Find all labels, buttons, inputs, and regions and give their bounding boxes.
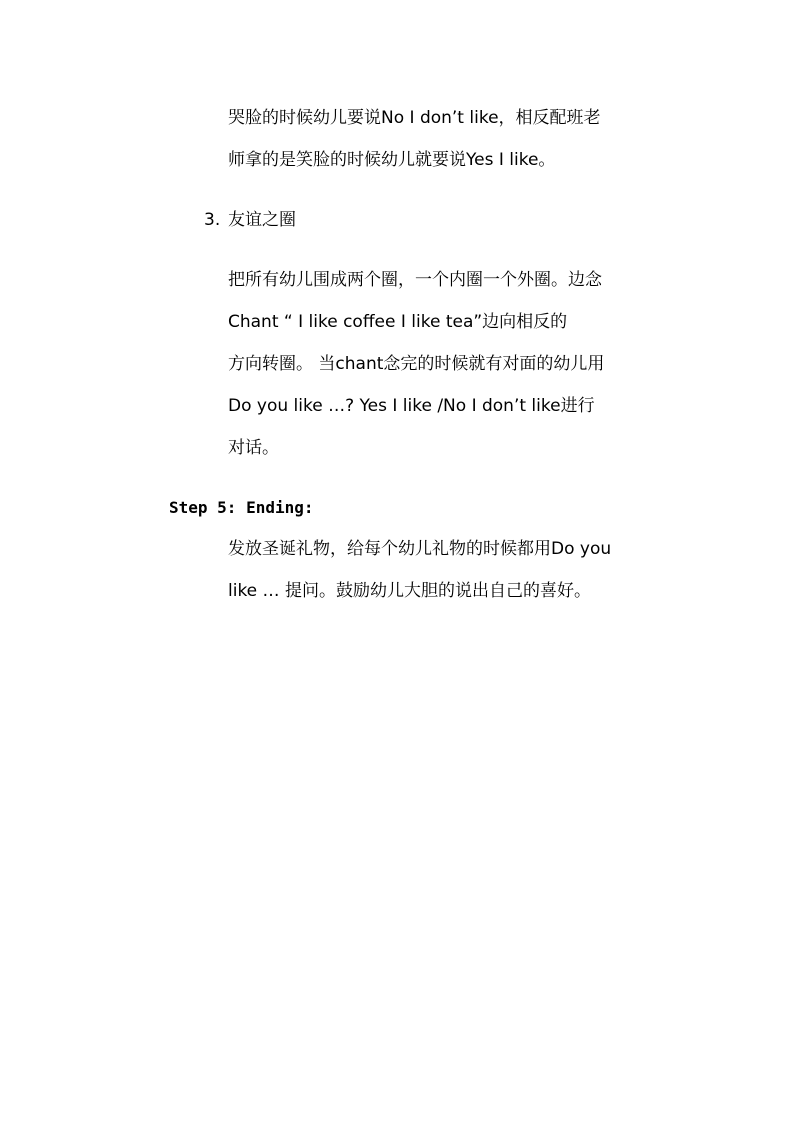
paragraph-line: 对话。 (228, 438, 279, 458)
paragraph-line: 方向转圈。 当chant念完的时候就有对面的幼儿用 (228, 354, 605, 374)
paragraph-line: Chant “ I like coffee I like tea”边向相反的 (228, 312, 568, 332)
paragraph-line: 把所有幼儿围成两个圈，一个内圈一个外圈。边念 (228, 270, 602, 290)
list-item-number: 3. (204, 210, 221, 230)
paragraph-line: 师拿的是笑脸的时候幼儿就要说Yes I like。 (228, 150, 556, 170)
paragraph-line: 发放圣诞礼物，给每个幼儿礼物的时候都用Do you (228, 539, 612, 559)
paragraph-line: like … 提问。鼓励幼儿大胆的说出自己的喜好。 (228, 581, 591, 601)
paragraph-line: Do you like …? Yes I like /No I don’t like进行 (228, 396, 595, 416)
list-item-title: 友谊之圈 (228, 210, 296, 230)
paragraph-line: 哭脸的时候幼儿要说No I don’t like，相反配班老 (228, 108, 601, 128)
section-heading: Step 5: Ending: (169, 498, 314, 517)
